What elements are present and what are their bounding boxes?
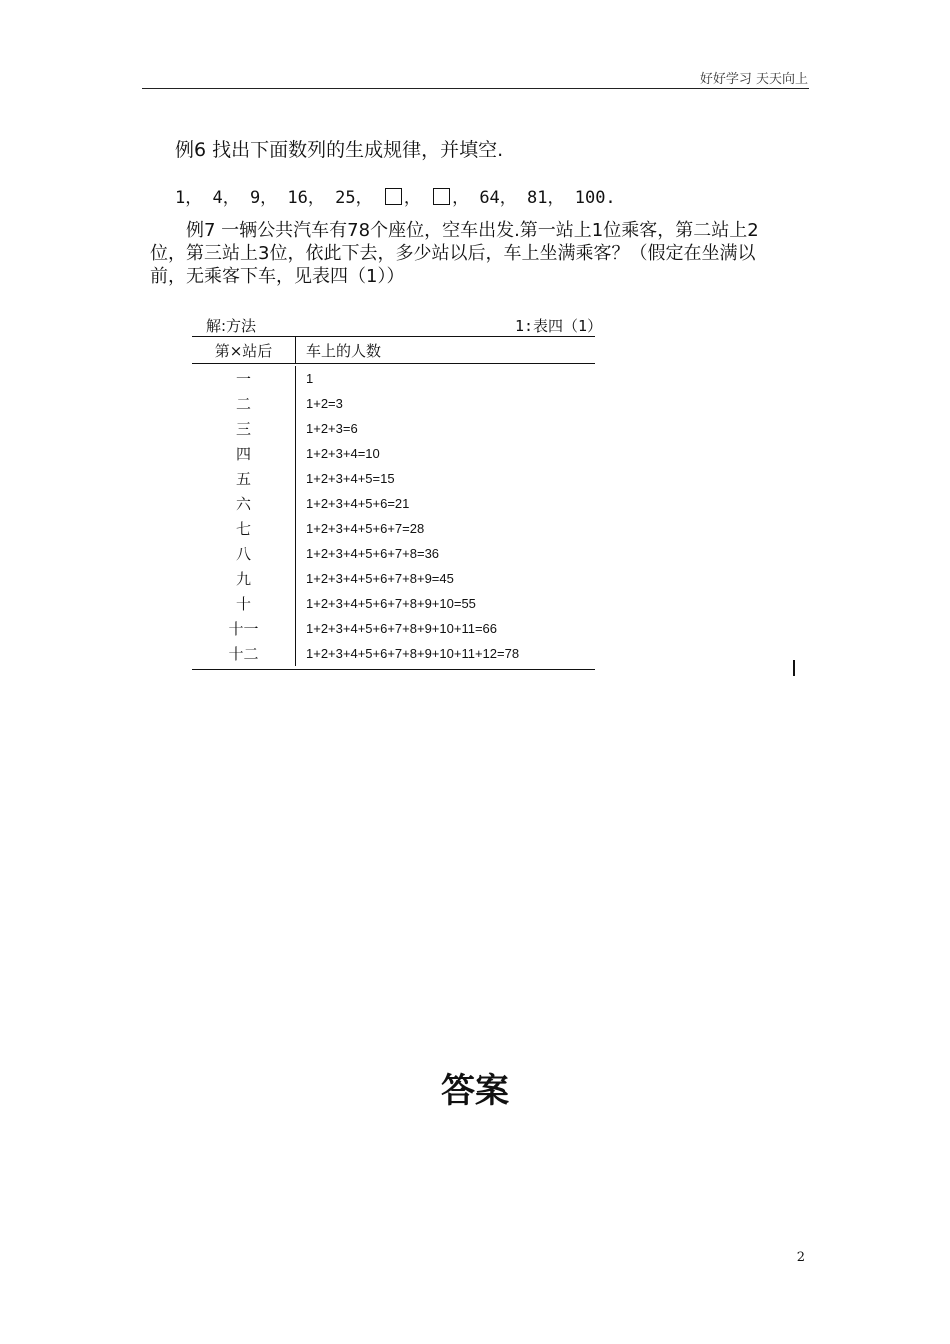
table-row [192,591,595,616]
passengers-cell: 1+2+3+4+5+6+7=28 [306,521,425,536]
station-cell: 六 [192,491,296,516]
table-caption-right: 1:表四（1） [515,317,603,335]
table-row [192,416,595,441]
table-row [192,441,595,466]
passengers-cell: 1 [306,371,314,386]
passengers-cell: 1+2+3+4+5+6+7+8=36 [306,546,440,561]
number-sequence [175,183,616,208]
passengers-cell: 1+2+3+4+5+6+7+8+9+10+11+12=78 [306,646,520,661]
table-row [192,391,595,416]
station-cell: 十一 [192,616,296,641]
station-cell: 十二 [192,641,296,666]
answer-heading: 答案 [441,1071,509,1111]
example6-title: 例6 找出下面数列的生成规律，并填空. [175,139,504,161]
table-row [192,566,595,591]
station-cell: 五 [192,466,296,491]
table-row [192,541,595,566]
header-passengers: 车上的人数 [306,341,382,360]
text-cursor [793,660,795,676]
passengers-cell: 1+2+3=6 [306,421,358,436]
station-cell: 十 [192,591,296,616]
station-cell: 八 [192,541,296,566]
example7-line-2: 位，第三站上3位，依此下去，多少站以后，车上坐满乘客？（假定在坐满以 [150,243,756,264]
example7-line-3: 前，无乘客下车，见表四（1）） [150,266,405,287]
page-header-text: 好好学习 天天向上 [699,72,808,87]
table-caption-left: 解:方法 [206,317,257,335]
passengers-cell: 1+2+3+4+5+6=21 [306,496,410,511]
table-row [192,466,595,491]
station-cell: 四 [192,441,296,466]
sequence-part-2: ， 64， 81， 100. [452,188,616,208]
header-station: 第×站后 [192,337,296,363]
station-cell: 一 [192,366,296,391]
station-cell: 二 [192,391,296,416]
passengers-cell: 1+2+3+4+5+6+7+8+9=45 [306,571,454,586]
passengers-cell: 1+2+3+4+5+6+7+8+9+10+11=66 [306,621,497,636]
table-row [192,491,595,516]
table-row [192,516,595,541]
table-header-row [192,337,595,364]
passengers-cell: 1+2+3+4+5=15 [306,471,395,486]
header-rule [142,88,809,89]
blank-box-2[interactable] [433,188,450,205]
passenger-table [192,336,595,670]
sequence-part-1: 1， 4， 9， 16， 25， [175,188,383,208]
table-row [192,366,595,391]
station-cell: 三 [192,416,296,441]
station-cell: 九 [192,566,296,591]
example7-text [150,219,798,288]
passengers-cell: 1+2=3 [306,396,343,411]
example7-line-1: 例7 一辆公共汽车有78个座位，空车出发.第一站上1位乘客，第二站上2 [186,220,759,241]
table-row [192,641,595,666]
passengers-cell: 1+2+3+4+5+6+7+8+9+10=55 [306,596,476,611]
table-body [192,364,595,669]
sequence-separator: ， [403,188,421,208]
passengers-cell: 1+2+3+4=10 [306,446,380,461]
page-number: 2 [796,1250,805,1265]
blank-box-1[interactable] [385,188,402,205]
table-row [192,616,595,641]
station-cell: 七 [192,516,296,541]
